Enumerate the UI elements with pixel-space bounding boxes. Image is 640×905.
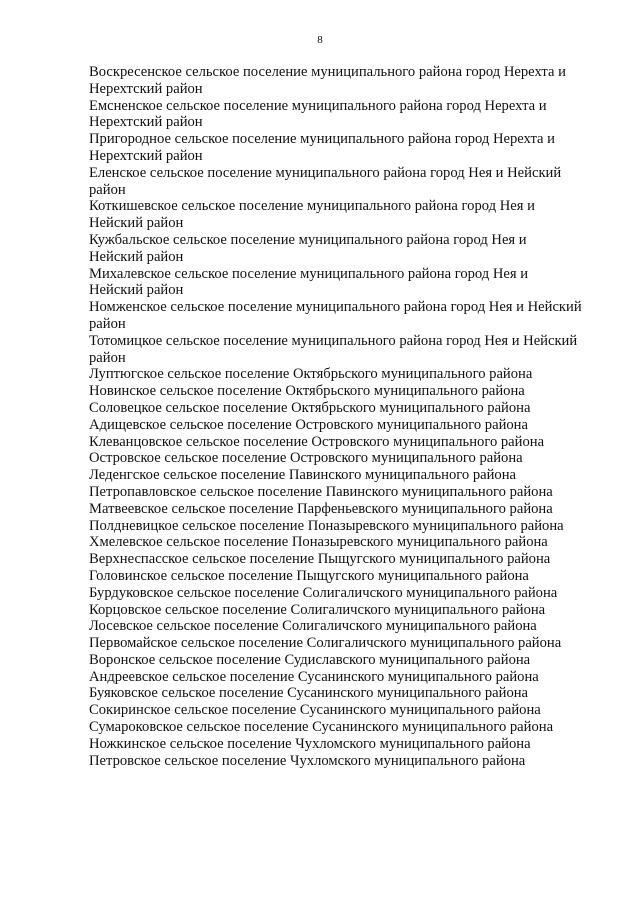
list-item: Емсненское сельское поселение муниципального района город Нерехта и Нерехтский район xyxy=(89,97,547,131)
list-item: Клеванцовское сельское поселение Островского муниципального района xyxy=(89,433,545,450)
list-item: Воскресенское сельское поселение муниципального района город Нерехта и Нерехтский район xyxy=(89,64,566,97)
list-item: Островское сельское поселение Островского муниципального района xyxy=(89,450,523,467)
list-item: Кужбальское сельское поселение муниципального района город Нея и Нейский район xyxy=(89,231,527,265)
list-item: Пригородное сельское поселение муниципального района город Нерехта и Нерехтский район xyxy=(89,131,555,164)
page-number: 8 xyxy=(317,34,323,46)
list-item: Корцовское сельское поселение Солигаличского муниципального района xyxy=(89,601,546,618)
list-item: Сокиринское сельское поселение Сусанинского муниципального района xyxy=(89,702,541,719)
list-item: Номженское сельское поселение муниципального района город Нея и Нейский район xyxy=(89,299,582,332)
list-item: Андреевское сельское поселение Сусанинского муниципального района xyxy=(89,668,539,685)
list-item: Хмелевское сельское поселение Поназыревского муниципального района xyxy=(89,534,548,551)
list-item: Матвеевское сельское поселение Парфеньевского муниципального района xyxy=(89,500,553,517)
list-item: Соловецкое сельское поселение Октябрьского муниципального района xyxy=(89,399,531,416)
list-item: Лосевское сельское поселение Солигаличского муниципального района xyxy=(89,618,537,635)
list-item: Коткишевское сельское поселение муниципального района город Нея и Нейский район xyxy=(89,198,535,232)
list-item: Полдневицкое сельское поселение Поназыревского муниципального района xyxy=(89,517,564,534)
list-item: Воронское сельское поселение Судиславского муниципального района xyxy=(89,651,531,668)
list-item: Тотомицкое сельское поселение муниципального района город Нея и Нейский район xyxy=(89,332,578,366)
list-item: Буяковское сельское поселение Сусанинского муниципального района xyxy=(89,685,529,702)
list-item: Первомайское сельское поселение Солигаличского муниципального района xyxy=(89,635,562,652)
list-item: Еленское сельское поселение муниципального района город Нея и Нейский район xyxy=(89,164,562,198)
settlement-list xyxy=(89,64,584,769)
list-item: Ножкинское сельское поселение Чухломского муниципального района xyxy=(89,735,531,752)
list-item: Новинское сельское поселение Октябрьского муниципального района xyxy=(89,383,525,400)
list-item: Луптюгское сельское поселение Октябрьского муниципального района xyxy=(89,366,533,383)
list-item: Петровское сельское поселение Чухломского муниципального района xyxy=(89,752,526,769)
list-item: Леденгское сельское поселение Павинского муниципального района xyxy=(89,467,517,484)
list-item: Верхнеспасское сельское поселение Пыщугского муниципального района xyxy=(89,551,551,568)
list-item: Сумароковское сельское поселение Сусанинского муниципального района xyxy=(89,719,554,736)
list-item: Петропавловское сельское поселение Павинского муниципального района xyxy=(89,483,553,500)
list-item: Адищевское сельское поселение Островского муниципального района xyxy=(89,416,528,433)
list-item: Михалевское сельское поселение муниципального района город Нея и Нейский район xyxy=(89,265,529,299)
list-item: Бурдуковское сельское поселение Солигаличского муниципального района xyxy=(89,584,558,601)
list-item: Головинское сельское поселение Пыщугского муниципального района xyxy=(89,567,529,584)
